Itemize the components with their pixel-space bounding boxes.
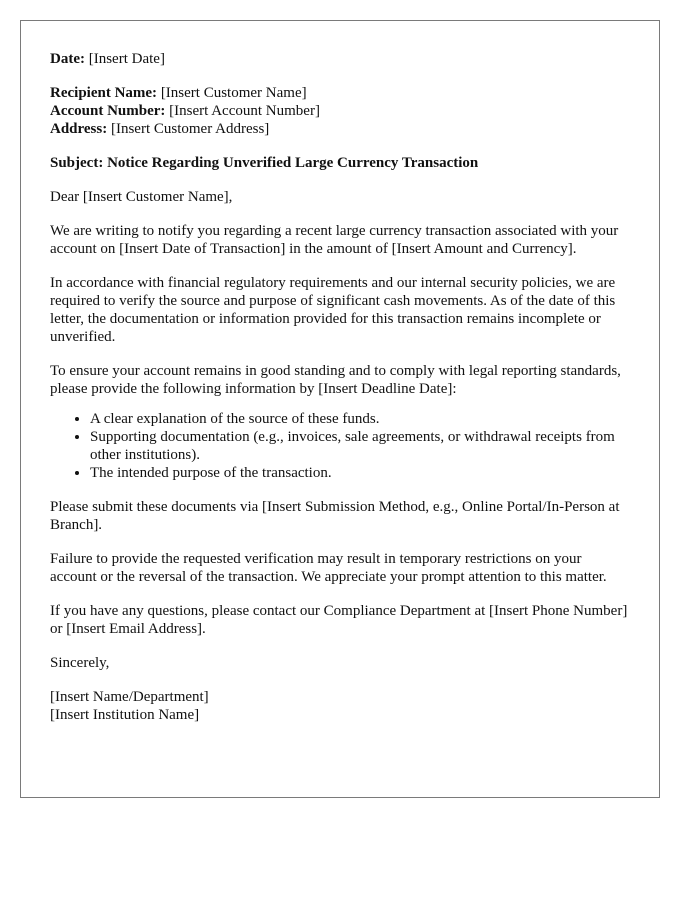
subject-text: Subject: Notice Regarding Unverified Large Currency Transaction <box>50 155 479 171</box>
recipient-name-value: [Insert Customer Name] <box>160 85 307 101</box>
account-number-value: [Insert Account Number] <box>169 103 320 119</box>
address-line <box>50 120 631 138</box>
account-number-label: Account Number: <box>50 103 166 119</box>
account-number-line <box>50 102 631 120</box>
salutation: Dear [Insert Customer Name], <box>50 189 233 205</box>
signature-institution: [Insert Institution Name] <box>50 707 200 723</box>
address-label: Address: <box>50 121 108 137</box>
paragraph-contact: If you have any questions, please contact our Compliance Department at [Insert Phone Number] or [Insert Email Address]. <box>50 603 628 637</box>
date-line <box>50 50 631 68</box>
list-item: • The intended purpose of the transaction. <box>90 464 631 482</box>
requirements-list <box>50 410 631 482</box>
recipient-name-line <box>50 84 631 102</box>
paragraph-notification: We are writing to notify you regarding a recent large currency transaction associated with your account on [Insert Date of Transaction] in the amount of [Insert Amount and Currency]. <box>50 223 619 257</box>
recipient-name-label: Recipient Name: <box>50 85 158 101</box>
address-value: [Insert Customer Address] <box>110 121 270 137</box>
signoff: Sincerely, <box>50 655 110 671</box>
date-label: Date: <box>50 51 85 67</box>
signature-block <box>50 688 631 724</box>
signature-name: [Insert Name/Department] <box>50 689 209 705</box>
list-item: • Supporting documentation (e.g., invoices, sale agreements, or withdrawal receipts from other institutions). <box>90 428 631 464</box>
paragraph-regulatory: In accordance with financial regulatory requirements and our internal security policies, we are required to verify the source and purpose of significant cash movements. As of the date of this letter, the documentation or information provided for this transaction remains incomplete or unverified. <box>50 275 616 345</box>
recipient-block <box>50 84 631 138</box>
paragraph-consequences: Failure to provide the requested verification may result in temporary restrictions on your account or the reversal of the transaction. We appreciate your prompt attention to this matter. <box>50 551 607 585</box>
paragraph-request: To ensure your account remains in good standing and to comply with legal reporting standards, please provide the following information by [Insert Deadline Date]: <box>50 363 621 397</box>
subject-line <box>50 154 631 172</box>
paragraph-submission: Please submit these documents via [Insert Submission Method, e.g., Online Portal/In-Person at Branch]. <box>50 499 620 533</box>
date-value: [Insert Date] <box>88 51 165 67</box>
list-item: • A clear explanation of the source of these funds. <box>90 410 631 428</box>
letter-document <box>20 20 660 798</box>
